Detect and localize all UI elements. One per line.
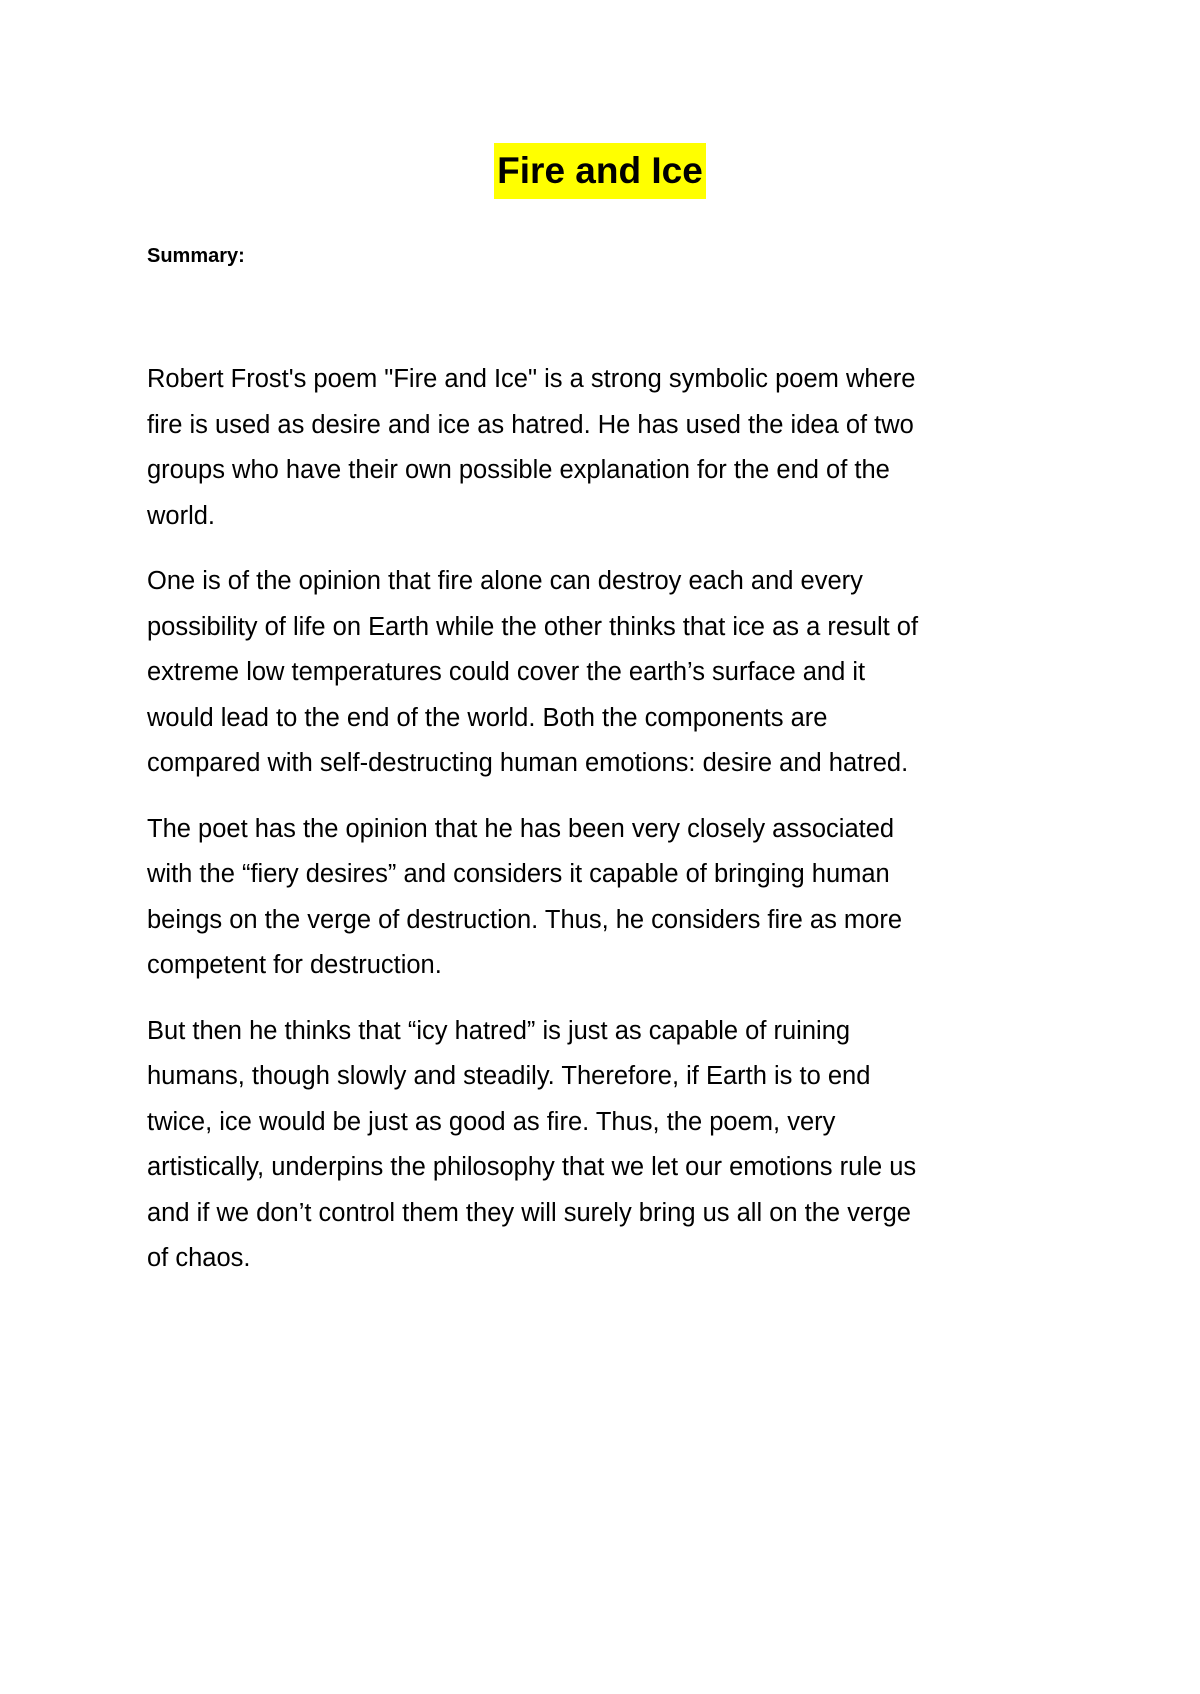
text-line: groups who have their own possible explanation for the end of the	[147, 456, 890, 484]
title-container	[0, 143, 1200, 199]
text-line: with the “fiery desires” and considers it capable of bringing human	[147, 860, 890, 888]
summary-body	[147, 357, 1067, 1302]
text-line: The poet has the opinion that he has been very closely associated	[147, 814, 895, 843]
paragraph	[147, 559, 1067, 787]
text-line: possibility of life on Earth while the other thinks that ice as a result of	[147, 612, 919, 641]
text-line: competent for destruction.	[147, 951, 442, 979]
text-line: twice, ice would be just as good as fire. Thus, the poem, very	[147, 1107, 836, 1136]
text-line: But then he thinks that “icy hatred” is just as capable of ruining	[147, 1016, 851, 1045]
text-line: would lead to the end of the world. Both the components are	[147, 703, 828, 732]
paragraph	[147, 1009, 1067, 1282]
text-line: Robert Frost's poem "Fire and Ice" is a strong symbolic poem where	[147, 365, 916, 393]
text-line: extreme low temperatures could cover the earth’s surface and it	[147, 658, 866, 686]
text-line: of chaos.	[147, 1244, 251, 1272]
text-line: One is of the opinion that fire alone can destroy each and every	[147, 567, 863, 595]
document-title: Fire and Ice	[494, 143, 706, 199]
text-line: humans, though slowly and steadily. Therefore, if Earth is to end	[147, 1062, 871, 1090]
paragraph	[147, 807, 1067, 989]
text-line: compared with self-destructing human emotions: desire and hatred.	[147, 749, 909, 777]
text-line: and if we don’t control them they will surely bring us all on the verge	[147, 1198, 911, 1227]
text-line: beings on the verge of destruction. Thus, he considers fire as more	[147, 905, 903, 934]
text-line: world.	[147, 501, 216, 530]
text-line: fire is used as desire and ice as hatred. He has used the idea of two	[147, 410, 914, 439]
text-line: artistically, underpins the philosophy that we let our emotions rule us	[147, 1153, 917, 1181]
section-heading: Summary:	[147, 245, 245, 267]
paragraph	[147, 357, 1067, 539]
